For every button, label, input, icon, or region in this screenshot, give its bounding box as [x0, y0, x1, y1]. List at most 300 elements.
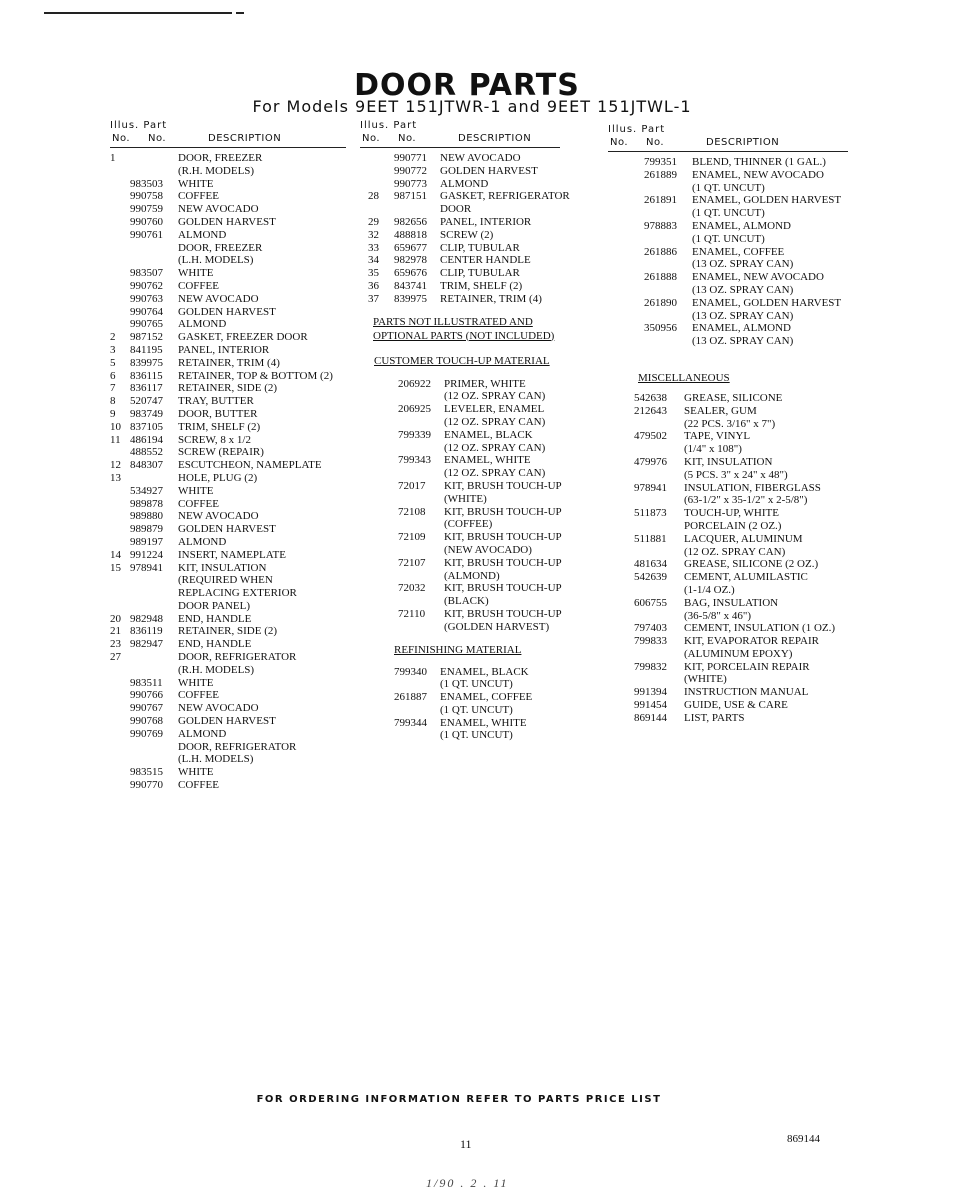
parts-row — [110, 395, 346, 408]
parts-list — [360, 152, 570, 306]
parts-row — [360, 595, 560, 608]
parts-row — [360, 203, 560, 216]
parts-row — [110, 421, 346, 434]
part-number: 799351 — [644, 156, 677, 168]
part-number: 797403 — [634, 622, 667, 635]
part-description: (1-1/4 OZ.) — [684, 583, 735, 596]
parts-row — [608, 673, 848, 686]
part-description: ENAMEL, COFFEE — [440, 691, 533, 704]
column-header-illus-part: Illus. Part — [360, 120, 418, 131]
part-description: ENAMEL, NEW AVOCADO — [692, 168, 824, 181]
parts-row — [110, 613, 346, 626]
parts-row — [360, 531, 560, 544]
parts-row — [110, 459, 346, 472]
part-number: 839975 — [394, 292, 427, 305]
part-number: 72107 — [398, 556, 426, 569]
parts-row — [608, 712, 848, 725]
part-number: 982947 — [130, 638, 163, 651]
part-description: DOOR, FREEZER — [178, 152, 263, 164]
part-number: 72032 — [398, 582, 426, 595]
parts-row — [360, 254, 560, 267]
part-number: 72108 — [398, 505, 426, 518]
parts-row — [110, 766, 346, 779]
part-description: GREASE, SILICONE (2 OZ.) — [684, 558, 819, 571]
illus-number: 33 — [368, 241, 379, 254]
part-number: 869144 — [634, 711, 667, 724]
illus-number: 15 — [110, 561, 121, 574]
parts-row — [360, 544, 560, 557]
parts-row — [608, 246, 848, 259]
part-description: ENAMEL, ALMOND — [692, 219, 791, 232]
part-description: WHITE — [178, 484, 214, 497]
part-description: PORCELAIN (2 OZ.) — [684, 519, 782, 532]
part-number: 488818 — [394, 228, 427, 241]
parts-row — [360, 582, 560, 595]
illus-number: 28 — [368, 190, 379, 203]
parts-row — [608, 597, 848, 610]
parts-row — [608, 584, 848, 597]
part-description: DOOR, REFRIGERATOR — [178, 651, 297, 664]
part-description: RETAINER, SIDE (2) — [178, 625, 278, 638]
part-description: CEMENT, ALUMILASTIC — [684, 571, 808, 584]
part-description: TRIM, SHELF (2) — [440, 279, 523, 292]
part-description: NEW AVOCADO — [178, 203, 259, 216]
part-description: CENTER HANDLE — [440, 254, 531, 267]
part-description: LEVELER, ENAMEL — [444, 403, 545, 416]
part-description: SCREW, 8 x 1/2 — [178, 433, 251, 446]
parts-row — [360, 293, 560, 306]
parts-row — [110, 536, 346, 549]
part-description: ENAMEL, NEW AVOCADO — [692, 271, 824, 284]
part-description: KIT, EVAPORATOR REPAIR — [684, 635, 819, 648]
illus-number: 29 — [368, 215, 379, 228]
part-number: 983511 — [130, 676, 163, 689]
parts-row — [360, 608, 560, 621]
part-description: (1/4" x 108") — [684, 443, 742, 456]
part-description: LACQUER, ALUMINUM — [684, 532, 803, 545]
part-description: WHITE — [178, 766, 214, 779]
parts-row — [608, 546, 848, 559]
part-number: 799340 — [394, 665, 427, 678]
part-description: (GOLDEN HARVEST) — [444, 620, 550, 633]
parts-row — [608, 258, 848, 271]
part-description: (R.H. MODELS) — [178, 164, 255, 177]
column-header-illus-part: Illus. Part — [608, 124, 666, 135]
page-subtitle: For Models 9EET 151JTWR-1 and 9EET 151JTWL-1 — [252, 97, 692, 116]
part-description: (1 QT. UNCUT) — [440, 703, 513, 716]
illus-number: 21 — [110, 625, 121, 638]
parts-row — [608, 610, 848, 623]
parts-row — [110, 779, 346, 792]
parts-row — [360, 678, 560, 691]
part-description: (12 OZ. SPRAY CAN) — [444, 415, 546, 428]
illus-number: 1 — [110, 152, 116, 164]
part-description: KIT, BRUSH TOUCH-UP — [444, 505, 562, 518]
illus-number: 12 — [110, 459, 121, 472]
part-description: (ALMOND) — [444, 569, 500, 582]
part-description: KIT, BRUSH TOUCH-UP — [444, 556, 562, 569]
part-description: INSERT, NAMEPLATE — [178, 548, 286, 561]
parts-row — [360, 467, 560, 480]
part-description: COFFEE — [178, 779, 219, 792]
part-description: SCREW (2) — [440, 228, 494, 241]
parts-row — [608, 297, 848, 310]
part-description: RETAINER, TRIM (4) — [178, 356, 280, 369]
part-description: TRIM, SHELF (2) — [178, 420, 261, 433]
parts-row — [360, 666, 560, 679]
part-number: 799343 — [398, 454, 431, 467]
part-number: 990773 — [394, 177, 427, 190]
part-description: KIT, BRUSH TOUCH-UP — [444, 531, 562, 544]
parts-row — [110, 165, 346, 178]
illus-number: 5 — [110, 356, 116, 369]
part-description: KIT, BRUSH TOUCH-UP — [444, 607, 562, 620]
parts-row — [360, 570, 560, 583]
part-description: (NEW AVOCADO) — [444, 543, 532, 556]
parts-column-2 — [360, 120, 570, 742]
illus-number: 13 — [110, 471, 121, 484]
part-description: ALMOND — [178, 228, 227, 241]
part-description: DOOR PANEL) — [178, 599, 251, 612]
part-description: WHITE — [178, 676, 214, 689]
part-number: 799339 — [398, 428, 431, 441]
part-description: (REQUIRED WHEN — [178, 574, 273, 587]
parts-row — [360, 691, 560, 704]
parts-row — [360, 621, 560, 634]
illus-number: 14 — [110, 548, 121, 561]
part-number: 206925 — [398, 403, 431, 416]
part-number: 799344 — [394, 716, 427, 729]
part-number: 659677 — [394, 241, 427, 254]
part-description: (5 PCS. 3" x 24" x 48") — [684, 468, 788, 481]
page-title: DOOR PARTS — [354, 68, 580, 103]
part-description: ENAMEL, WHITE — [444, 454, 531, 467]
part-number: 990759 — [130, 203, 163, 216]
parts-row — [110, 728, 346, 741]
parts-row — [110, 254, 346, 267]
parts-row — [110, 562, 346, 575]
parts-list — [110, 152, 346, 792]
part-description: BLEND, THINNER (1 GAL.) — [692, 156, 826, 168]
parts-column-3 — [608, 124, 848, 725]
part-description: GASKET, FREEZER DOOR — [178, 331, 308, 344]
part-number: 836119 — [130, 625, 163, 638]
part-description: PRIMER, WHITE — [444, 377, 526, 390]
parts-row — [110, 242, 346, 255]
parts-row — [110, 318, 346, 331]
part-description: ALMOND — [178, 318, 227, 331]
part-number: 989197 — [130, 535, 163, 548]
part-number: 486194 — [130, 433, 163, 446]
parts-row — [608, 661, 848, 674]
parts-row — [360, 178, 560, 191]
parts-row — [608, 335, 848, 348]
part-number: 534927 — [130, 484, 163, 497]
parts-row — [608, 443, 848, 456]
part-description: WHITE — [178, 177, 214, 190]
illus-number: 9 — [110, 407, 116, 420]
parts-row — [608, 520, 848, 533]
part-description: (22 PCS. 3/16" x 7") — [684, 417, 776, 430]
parts-row — [608, 648, 848, 661]
part-number: 479976 — [634, 455, 667, 468]
part-number: 542638 — [634, 391, 667, 404]
part-number: 72017 — [398, 479, 426, 492]
part-number: 978883 — [644, 219, 677, 232]
part-description: ENAMEL, ALMOND — [692, 322, 791, 335]
part-number: 843741 — [394, 279, 427, 292]
parts-row — [608, 635, 848, 648]
parts-row — [360, 729, 560, 742]
part-number: 72109 — [398, 531, 426, 544]
part-number: 990772 — [394, 164, 427, 177]
parts-row — [360, 442, 560, 455]
section-heading-refinishing: REFINISHING MATERIAL — [394, 643, 522, 656]
parts-row — [110, 498, 346, 511]
part-number: 990770 — [130, 779, 163, 792]
parts-row — [110, 715, 346, 728]
part-description: NEW AVOCADO — [440, 152, 521, 164]
part-description: (1 QT. UNCUT) — [692, 232, 765, 245]
part-number: 261887 — [394, 691, 427, 704]
parts-row — [110, 152, 346, 165]
parts-row — [110, 203, 346, 216]
parts-row — [360, 165, 560, 178]
part-number: 990768 — [130, 715, 163, 728]
illus-number: 8 — [110, 395, 116, 408]
parts-row — [360, 390, 560, 403]
part-number: 261888 — [644, 271, 677, 284]
part-description: ENAMEL, GOLDEN HARVEST — [692, 194, 842, 207]
part-description: END, HANDLE — [178, 612, 252, 625]
parts-row — [360, 280, 560, 293]
part-number: 488552 — [130, 446, 163, 459]
part-description: (R.H. MODELS) — [178, 663, 255, 676]
part-description: CLIP, TUBULAR — [440, 241, 520, 254]
parts-row — [608, 494, 848, 507]
part-description: ALMOND — [178, 727, 227, 740]
parts-not-illustrated-note: OPTIONAL PARTS (NOT INCLUDED) — [373, 329, 555, 342]
parts-row — [360, 403, 560, 416]
part-description: (12 OZ. SPRAY CAN) — [684, 545, 786, 558]
part-description: TAPE, VINYL — [684, 430, 751, 443]
part-description: TRAY, BUTTER — [178, 395, 254, 408]
parts-row — [110, 408, 346, 421]
part-number: 606755 — [634, 596, 667, 609]
parts-row — [110, 344, 346, 357]
part-number: 836117 — [130, 382, 163, 395]
parts-row — [608, 482, 848, 495]
part-number: 987151 — [394, 190, 427, 203]
part-description: KIT, BRUSH TOUCH-UP — [444, 582, 562, 595]
parts-row — [360, 378, 560, 391]
part-description: NEW AVOCADO — [178, 292, 259, 305]
parts-row — [110, 587, 346, 600]
parts-row — [608, 405, 848, 418]
parts-row — [360, 493, 560, 506]
part-description: DOOR, REFRIGERATOR — [178, 740, 297, 753]
part-number: 261886 — [644, 245, 677, 258]
part-description: TOUCH-UP, WHITE — [684, 507, 779, 520]
parts-list — [608, 156, 848, 348]
part-number: 990762 — [130, 279, 163, 292]
part-description: (WHITE) — [684, 673, 727, 686]
part-description: ALMOND — [440, 177, 489, 190]
parts-row — [360, 416, 560, 429]
parts-row — [110, 216, 346, 229]
column-header: No. No. DESCRIPTION — [110, 133, 346, 148]
parts-row — [110, 677, 346, 690]
parts-row — [608, 430, 848, 443]
part-number: 978941 — [130, 561, 163, 574]
part-number: 989879 — [130, 523, 163, 536]
part-number: 990771 — [394, 152, 427, 164]
part-number: 659676 — [394, 267, 427, 280]
part-number: 206922 — [398, 377, 431, 390]
part-description: ENAMEL, COFFEE — [692, 245, 785, 258]
part-description: BAG, INSULATION — [684, 596, 779, 609]
part-description: GOLDEN HARVEST — [178, 305, 276, 318]
part-description: ALMOND — [178, 535, 227, 548]
part-description: (13 OZ. SPRAY CAN) — [692, 283, 794, 296]
part-number: 983749 — [130, 407, 163, 420]
part-description: GOLDEN HARVEST — [440, 164, 538, 177]
illus-number: 20 — [110, 612, 121, 625]
parts-row — [608, 418, 848, 431]
parts-row — [608, 220, 848, 233]
part-number: 978941 — [634, 481, 667, 494]
part-number: 987152 — [130, 331, 163, 344]
parts-row — [608, 156, 848, 169]
part-number: 990758 — [130, 190, 163, 203]
part-description: (ALUMINUM EPOXY) — [684, 647, 793, 660]
part-description: SCREW (REPAIR) — [178, 446, 264, 459]
top-rule — [44, 12, 232, 14]
part-description: (L.H. MODELS) — [178, 254, 254, 267]
parts-row — [608, 686, 848, 699]
part-number: 989880 — [130, 510, 163, 523]
parts-row — [360, 557, 560, 570]
part-number: 799832 — [634, 660, 667, 673]
part-description: ENAMEL, WHITE — [440, 716, 527, 729]
part-description: COFFEE — [178, 689, 219, 702]
part-number: 837105 — [130, 420, 163, 433]
part-description: CEMENT, INSULATION (1 OZ.) — [684, 622, 836, 635]
part-number: 983503 — [130, 177, 163, 190]
parts-row — [110, 741, 346, 754]
section-heading-misc: MISCELLANEOUS — [638, 371, 730, 384]
illus-number: 35 — [368, 267, 379, 280]
part-description: GOLDEN HARVEST — [178, 215, 276, 228]
part-description: NEW AVOCADO — [178, 510, 259, 523]
parts-row — [110, 625, 346, 638]
parts-row — [360, 267, 560, 280]
parts-row — [360, 518, 560, 531]
parts-row — [110, 434, 346, 447]
refinishing-list — [360, 666, 560, 743]
part-description: DOOR — [440, 203, 472, 216]
part-description: LIST, PARTS — [684, 711, 745, 724]
part-description: (12 OZ. SPRAY CAN) — [444, 467, 546, 480]
part-description: GREASE, SILICONE — [684, 391, 783, 404]
part-description: KIT, PORCELAIN REPAIR — [684, 660, 810, 673]
illus-number: 2 — [110, 331, 116, 344]
illus-number: 23 — [110, 638, 121, 651]
handwritten-note: 1/90 . 2 . 11 — [426, 1176, 509, 1190]
top-rule-dash — [236, 12, 244, 14]
parts-row — [608, 207, 848, 220]
parts-row — [608, 558, 848, 571]
illus-number: 27 — [110, 651, 121, 664]
parts-row — [608, 533, 848, 546]
part-description: (13 OZ. SPRAY CAN) — [692, 309, 794, 322]
parts-row — [110, 651, 346, 664]
parts-row — [608, 507, 848, 520]
part-number: 261889 — [644, 168, 677, 181]
part-description: KIT, INSULATION — [178, 561, 267, 574]
parts-row — [110, 229, 346, 242]
parts-row — [608, 699, 848, 712]
parts-row — [608, 310, 848, 323]
parts-row — [608, 456, 848, 469]
part-description: END, HANDLE — [178, 638, 252, 651]
part-number: 799833 — [634, 635, 667, 648]
parts-row — [608, 233, 848, 246]
part-description: GUIDE, USE & CARE — [684, 699, 788, 712]
part-description: ENAMEL, BLACK — [440, 665, 529, 678]
part-description: RETAINER, TOP & BOTTOM (2) — [178, 369, 333, 382]
parts-row — [110, 510, 346, 523]
part-description: COFFEE — [178, 190, 219, 203]
part-description: PANEL, INTERIOR — [178, 343, 270, 356]
parts-row — [110, 574, 346, 587]
part-description: ENAMEL, BLACK — [444, 428, 533, 441]
illus-number: 6 — [110, 369, 116, 382]
part-description: (WHITE) — [444, 492, 487, 505]
parts-row — [110, 357, 346, 370]
parts-row — [360, 429, 560, 442]
part-description: (36-5/8" x 46") — [684, 609, 752, 622]
parts-row — [110, 523, 346, 536]
part-number: 991394 — [634, 686, 667, 699]
part-description: GASKET, REFRIGERATOR — [440, 190, 570, 203]
part-description: PANEL, INTERIOR — [440, 215, 532, 228]
illus-number: 34 — [368, 254, 379, 267]
part-description: COFFEE — [178, 497, 219, 510]
parts-row — [110, 293, 346, 306]
part-description: NEW AVOCADO — [178, 702, 259, 715]
part-number: 479502 — [634, 430, 667, 443]
parts-row — [608, 571, 848, 584]
parts-row — [110, 306, 346, 319]
parts-row — [360, 704, 560, 717]
parts-row — [608, 284, 848, 297]
parts-row — [360, 152, 560, 165]
part-number: 982656 — [394, 215, 427, 228]
touchup-list — [360, 378, 560, 634]
part-number: 261890 — [644, 296, 677, 309]
part-description: (1 QT. UNCUT) — [692, 207, 765, 220]
parts-row — [110, 702, 346, 715]
part-description: (13 OZ. SPRAY CAN) — [692, 335, 794, 348]
part-number: 990760 — [130, 215, 163, 228]
part-description: (BLACK) — [444, 595, 489, 608]
illus-number: 10 — [110, 420, 121, 433]
parts-row — [110, 549, 346, 562]
parts-row — [608, 392, 848, 405]
illus-number: 7 — [110, 382, 116, 395]
parts-row — [110, 472, 346, 485]
